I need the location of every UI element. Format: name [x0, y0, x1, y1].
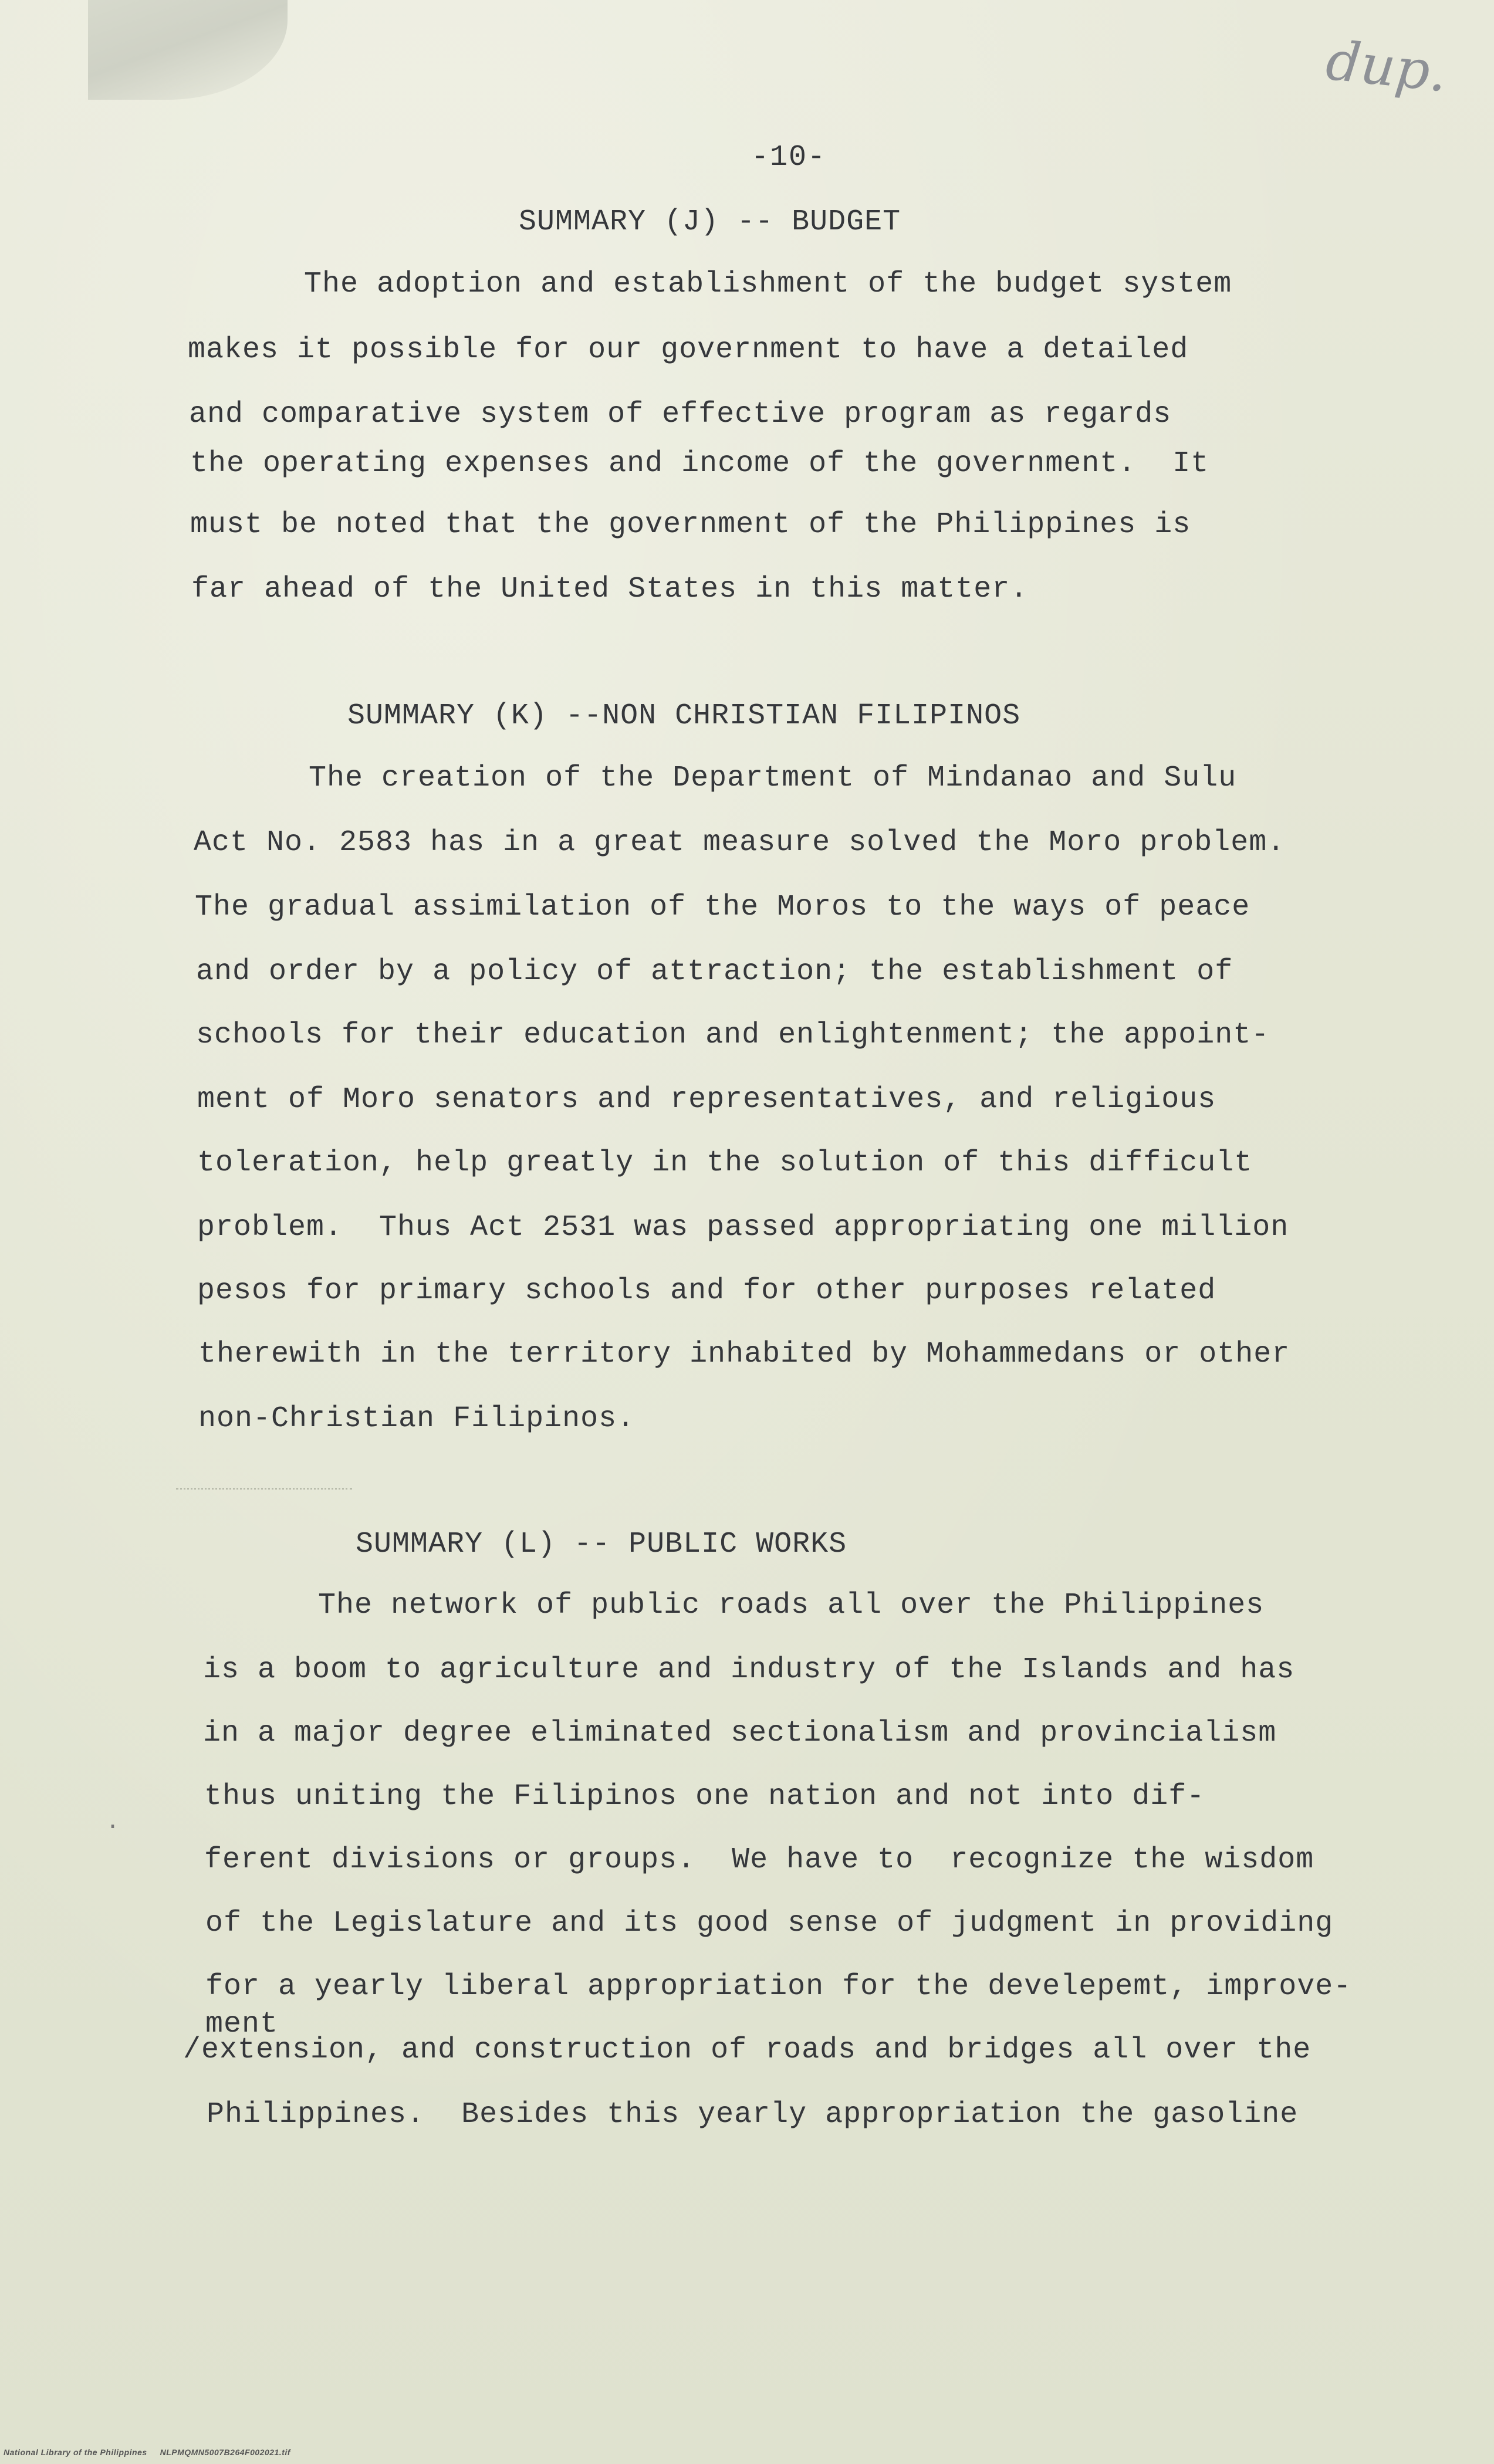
paragraph-line: non-Christian Filipinos.: [198, 1402, 636, 1436]
library-name: National Library of the Philippines: [4, 2448, 147, 2457]
margin-dot: ·: [106, 1814, 120, 1840]
paragraph-line: and order by a policy of attraction; the establishment of: [196, 955, 1233, 989]
torn-corner: [88, 0, 288, 100]
paragraph-line: The network of public roads all over the Philippines: [318, 1589, 1265, 1622]
section-heading-budget: SUMMARY (J) -- BUDGET: [519, 205, 901, 239]
paragraph-line: the operating expenses and income of the government. It: [190, 447, 1209, 480]
paragraph-line: The adoption and establishment of the budget system: [304, 268, 1232, 301]
paragraph-line: far ahead of the United States in this matter.: [191, 573, 1029, 606]
scan-footer: [4, 2448, 290, 2457]
section-heading-public-works: SUMMARY (L) -- PUBLIC WORKS: [356, 1528, 847, 1561]
section-heading-non-christian-filipinos: SUMMARY (K) --NON CHRISTIAN FILIPINOS: [347, 699, 1021, 733]
paragraph-line: ment: [205, 2008, 279, 2041]
fold-mark: [176, 1488, 352, 1492]
paragraph-line: toleration, help greatly in the solution of this difficult: [197, 1146, 1253, 1180]
paragraph-line: is a boom to agriculture and industry of the Islands and has: [203, 1653, 1295, 1687]
paragraph-line: pesos for primary schools and for other purposes related: [197, 1274, 1216, 1308]
paragraph-line: must be noted that the government of the Philippines is: [190, 508, 1191, 541]
handwritten-annotation: dup.: [1323, 29, 1451, 104]
paragraph-line: problem. Thus Act 2531 was passed appropriating one million: [197, 1211, 1289, 1244]
paragraph-line: Philippines. Besides this yearly appropriation the gasoline: [207, 2098, 1299, 2131]
paragraph-line: /extension, and construction of roads and bridges all over the: [183, 2033, 1312, 2067]
page-number: -10-: [751, 141, 827, 174]
paragraph-line: makes it possible for our government to have a detailed: [188, 333, 1189, 367]
paragraph-line: for a yearly liberal appropriation for the develepemt, improve-: [205, 1970, 1352, 2003]
paragraph-line: Act No. 2583 has in a great measure solved the Moro problem.: [194, 826, 1286, 859]
file-id: NLPMQMN5007B264F002021.tif: [160, 2448, 290, 2457]
paragraph-line: schools for their education and enlightenment; the appoint-: [196, 1018, 1270, 1052]
paragraph-line: The creation of the Department of Mindanao and Sulu: [309, 761, 1237, 795]
paragraph-line: ment of Moro senators and representatives, and religious: [197, 1083, 1216, 1116]
paragraph-line: ferent divisions or groups. We have to recognize the wisdom: [204, 1843, 1314, 1877]
paragraph-line: in a major degree eliminated sectionalism and provincialism: [203, 1717, 1277, 1750]
paragraph-line: therewith in the territory inhabited by Mohammedans or other: [198, 1338, 1290, 1371]
paragraph-line: thus uniting the Filipinos one nation and not into dif-: [204, 1780, 1205, 1813]
paragraph-line: of the Legislature and its good sense of judgment in providing: [205, 1907, 1334, 1940]
paragraph-line: and comparative system of effective program as regards: [189, 398, 1172, 431]
paragraph-line: The gradual assimilation of the Moros to the ways of peace: [195, 891, 1250, 924]
